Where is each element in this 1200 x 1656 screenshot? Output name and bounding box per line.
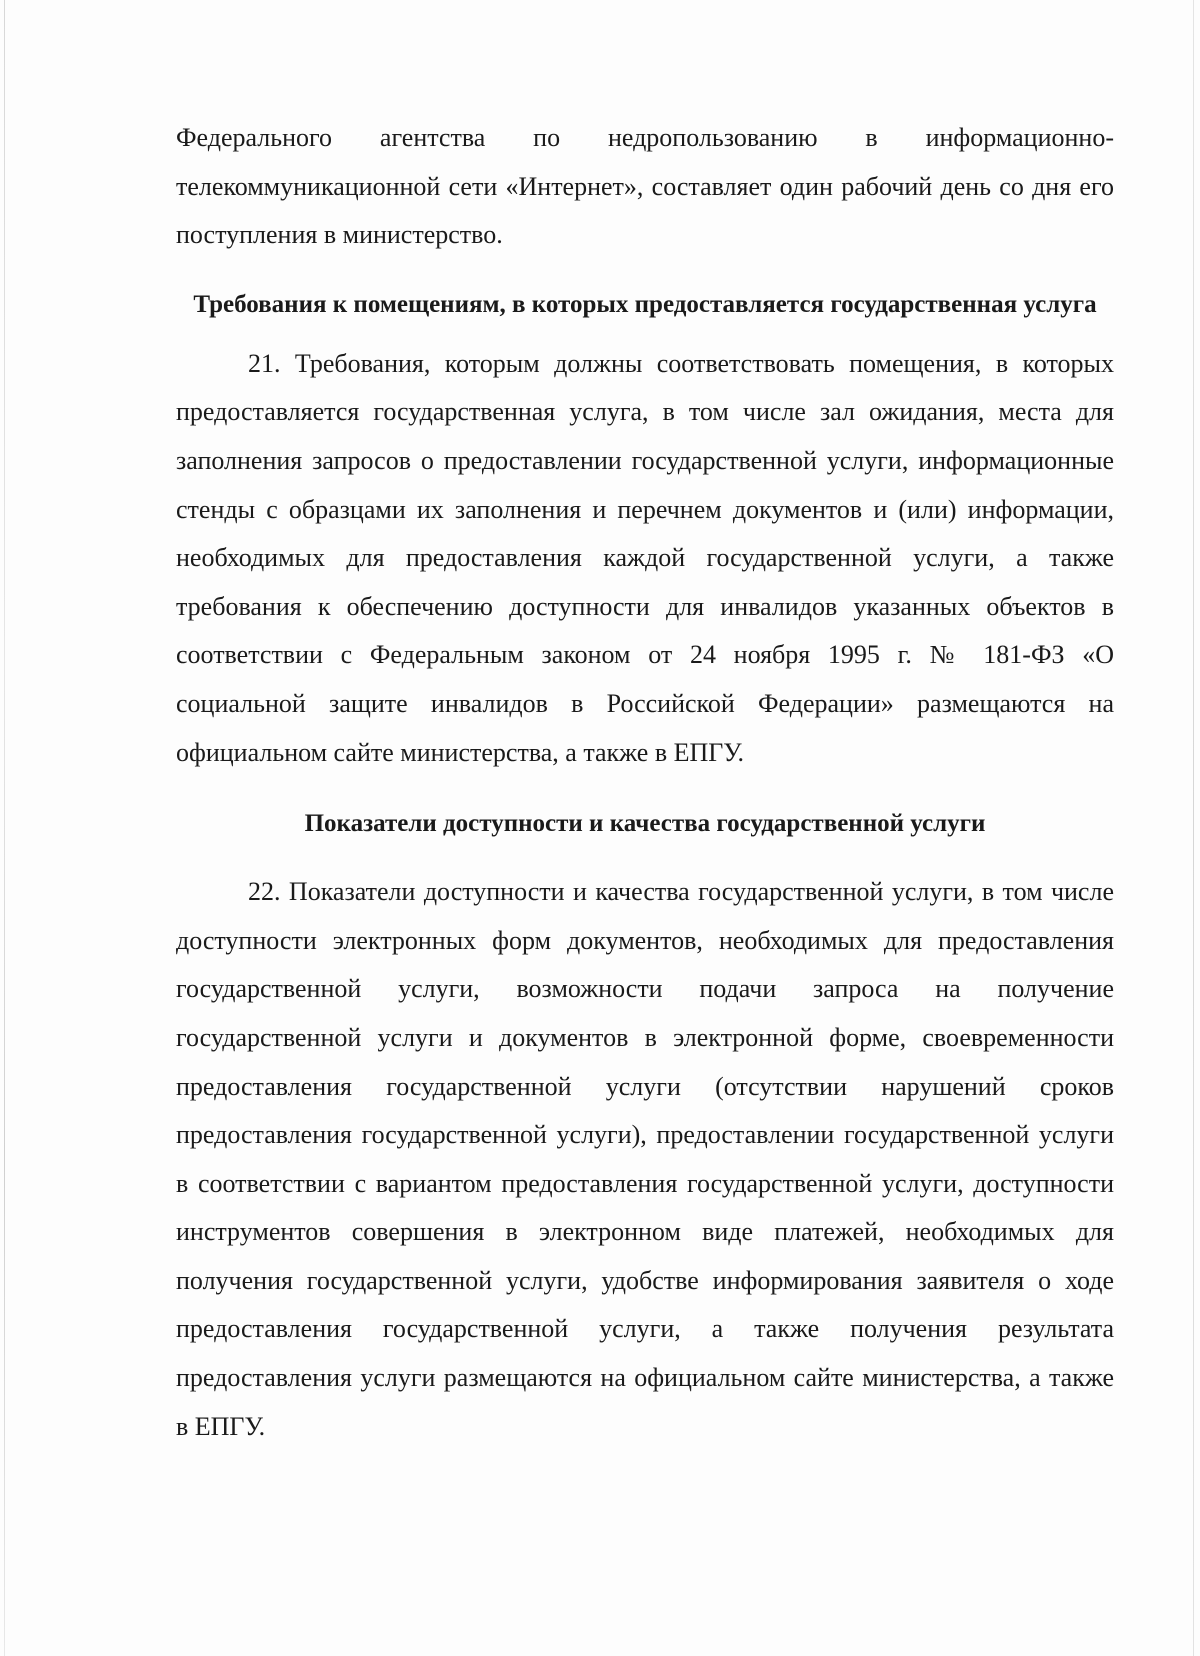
paragraph-22: 22. Показатели доступности и качества государственной услуги, в том числе доступности электронных форм документов, необходимых для предоставления государственной услуги, возможности подачи запроса на получение государственной услуги и документов в электронной форме, своевременности предоставления государственной услуги (отсутствии нарушений сроков предоставления государственной услуги), предоставлении государственной услуги в соответствии с вариантом предоставления государственной услуги, доступности инструментов совершения в электронном виде платежей, необходимых для получения государственной услуги, удобстве информирования заявителя о ходе предоставления государственной услуги, а также получения результата предоставления услуги размещаются на официальном сайте министерства, а также в ЕПГУ. (176, 877, 1114, 1441)
scan-edge-left (4, 0, 5, 1656)
document-body (176, 114, 1114, 1451)
intro-paragraph: Федерального агентства по недропользованию в информационно-телекоммуникационной сети «Интернет», составляет один рабочий день со дня его поступления в министерство. (176, 123, 1114, 250)
section-heading-premises: Требования к помещениям, в которых предоставляется государственная услуга (193, 290, 1097, 318)
paragraph-21: 21. Требования, которым должны соответствовать помещения, в которых предоставляется государственная услуга, в том числе зал ожидания, места для заполнения запросов о предоставлении государственной услуги, информационные стенды с образцами их заполнения и перечнем документов и (или) информации, необходимых для предоставления каждой государственной услуги, а также требования к обеспечению доступности для инвалидов указанных объектов в соответствии с Федеральным законом от 24 ноября 1995 г. № 181-ФЗ «О социальной защите инвалидов в Российской Федерации» размещаются на официальном сайте министерства, а также в ЕПГУ. (176, 348, 1114, 767)
section-heading-quality: Показатели доступности и качества государственной услуги (304, 810, 986, 838)
scan-edge-right (1193, 0, 1194, 1656)
